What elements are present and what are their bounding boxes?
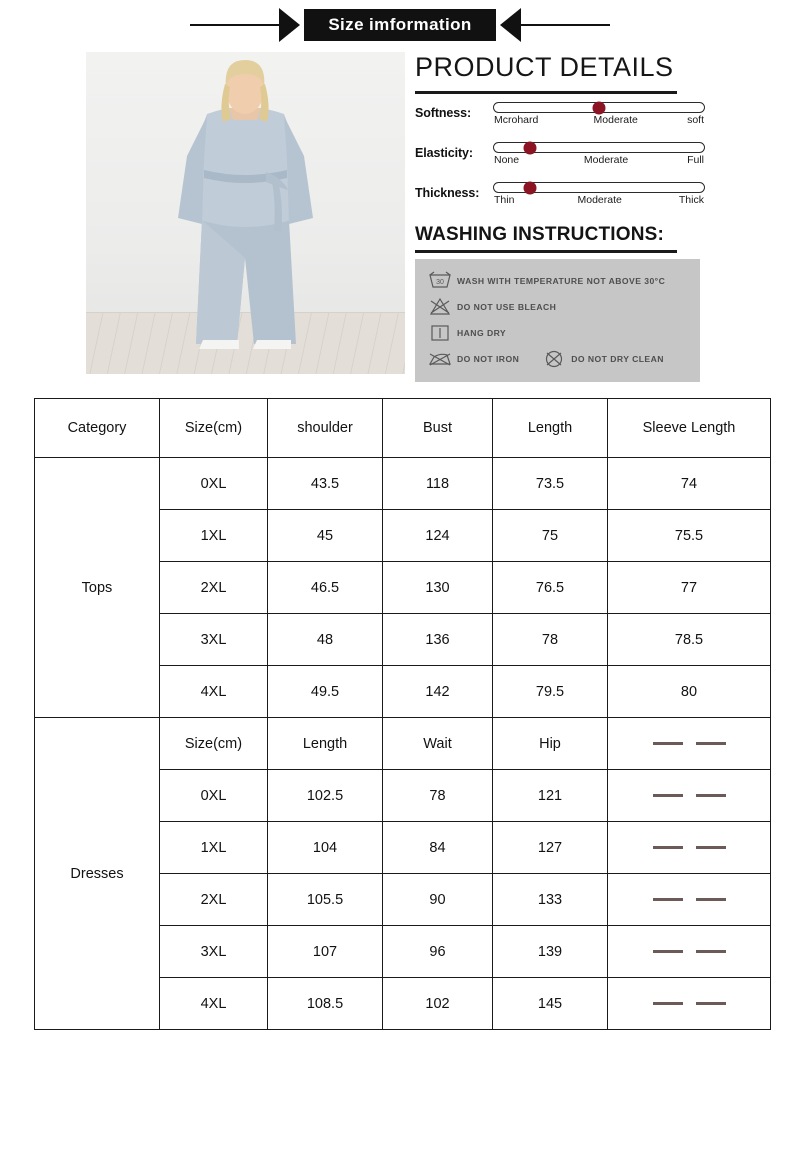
- cell-size: 3XL: [160, 926, 268, 978]
- cell-sleeve: 80: [608, 666, 771, 718]
- cell-bust: 136: [383, 614, 493, 666]
- softness-scale-max: soft: [687, 114, 704, 126]
- no-iron-icon: [427, 349, 457, 369]
- washing-divider: [415, 250, 677, 253]
- thickness-scale-mid: Moderate: [577, 194, 622, 206]
- cell-sleeve: 77: [608, 562, 771, 614]
- banner-arrow-left-icon: [500, 8, 521, 42]
- header-category: Category: [35, 399, 160, 458]
- cell-bust: 118: [383, 458, 493, 510]
- dash-mark: [653, 1002, 683, 1004]
- dash-mark: [653, 794, 683, 796]
- cell-size: 2XL: [160, 562, 268, 614]
- cell-size: 4XL: [160, 666, 268, 718]
- header-size: Size(cm): [160, 399, 268, 458]
- thickness-slider[interactable]: [493, 182, 705, 206]
- subheader-hip: Hip: [493, 718, 608, 770]
- attribute-elasticity: [415, 142, 705, 179]
- softness-scale-mid: Moderate: [593, 114, 638, 126]
- subheader-empty: [608, 718, 771, 770]
- washing-instruction-text: DO NOT DRY CLEAN: [571, 353, 664, 364]
- details-divider: [415, 91, 677, 94]
- elasticity-scale-mid: Moderate: [583, 154, 629, 166]
- thickness-scale-min: Thin: [494, 194, 515, 206]
- header-length: Length: [493, 399, 608, 458]
- softness-track[interactable]: [493, 102, 705, 113]
- cell-shoulder: 46.5: [268, 562, 383, 614]
- washing-instruction-text: HANG DRY: [457, 327, 507, 338]
- subheader-size: Size(cm): [160, 718, 268, 770]
- washing-instruction-row: [415, 320, 700, 346]
- banner-arrow-right-icon: [279, 8, 300, 42]
- cell-empty: [608, 822, 771, 874]
- softness-scale-min: Mcrohard: [494, 114, 539, 126]
- subheader-length: Length: [268, 718, 383, 770]
- cell-length: 107: [268, 926, 383, 978]
- cell-bust: 130: [383, 562, 493, 614]
- cell-sleeve: 74: [608, 458, 771, 510]
- cell-hip: 133: [493, 874, 608, 926]
- softness-label: Softness:: [415, 106, 472, 120]
- size-table-container: [34, 398, 770, 1030]
- cell-empty: [608, 770, 771, 822]
- cell-length: 102.5: [268, 770, 383, 822]
- cell-size: 2XL: [160, 874, 268, 926]
- cell-sleeve: 75.5: [608, 510, 771, 562]
- cell-length: 78: [493, 614, 608, 666]
- cell-hip: 127: [493, 822, 608, 874]
- product-details-section: [415, 52, 705, 382]
- banner-title: Size imformation: [304, 9, 495, 41]
- elasticity-scale: [493, 154, 705, 166]
- cell-size: 0XL: [160, 458, 268, 510]
- no-bleach-icon: [427, 297, 457, 317]
- thickness-track[interactable]: [493, 182, 705, 193]
- dash-mark: [653, 898, 683, 900]
- cell-size: 1XL: [160, 822, 268, 874]
- washing-instruction-text: DO NOT USE BLEACH: [457, 301, 557, 312]
- cell-shoulder: 48: [268, 614, 383, 666]
- washing-instruction-row: [415, 346, 700, 372]
- cell-shoulder: 49.5: [268, 666, 383, 718]
- elasticity-track[interactable]: [493, 142, 705, 153]
- cell-shoulder: 45: [268, 510, 383, 562]
- dash-mark: [653, 846, 683, 848]
- attribute-thickness: [415, 182, 705, 219]
- cell-length: 75: [493, 510, 608, 562]
- thickness-label: Thickness:: [415, 186, 480, 200]
- header-bust: Bust: [383, 399, 493, 458]
- table-row: [35, 458, 771, 510]
- cell-length: 105.5: [268, 874, 383, 926]
- dash-mark: [696, 846, 726, 848]
- elasticity-knob[interactable]: [523, 141, 536, 154]
- wash-tub-30-icon: [427, 271, 457, 291]
- no-dry-clean-icon: [541, 349, 571, 369]
- dash-mark: [696, 898, 726, 900]
- header-shoulder: shoulder: [268, 399, 383, 458]
- cell-empty: [608, 978, 771, 1030]
- cell-wait: 84: [383, 822, 493, 874]
- hang-dry-icon: [427, 323, 457, 343]
- page-banner: [0, 8, 800, 42]
- washing-instruction-text: WASH WITH TEMPERATURE NOT ABOVE 30°C: [457, 275, 666, 286]
- product-photo: [86, 52, 405, 374]
- washing-instructions-panel: [415, 259, 700, 382]
- banner-rule-left: [190, 24, 280, 26]
- dash-mark: [696, 1002, 726, 1004]
- cell-length: 79.5: [493, 666, 608, 718]
- subheader-wait: Wait: [383, 718, 493, 770]
- elasticity-label: Elasticity:: [415, 146, 473, 160]
- cell-wait: 102: [383, 978, 493, 1030]
- dash-mark: [696, 742, 726, 744]
- cell-wait: 78: [383, 770, 493, 822]
- cell-size: 1XL: [160, 510, 268, 562]
- product-details-title: PRODUCT DETAILS: [415, 52, 674, 82]
- cell-empty: [608, 874, 771, 926]
- dash-mark: [653, 950, 683, 952]
- cell-hip: 145: [493, 978, 608, 1030]
- cell-bust: 142: [383, 666, 493, 718]
- thickness-knob[interactable]: [523, 181, 536, 194]
- category-tops: Tops: [35, 458, 160, 718]
- attribute-softness: [415, 102, 705, 139]
- elasticity-slider[interactable]: [493, 142, 705, 166]
- cell-size: 4XL: [160, 978, 268, 1030]
- dash-mark: [653, 742, 683, 744]
- washing-instruction-text: DO NOT IRON: [457, 353, 520, 364]
- banner-rule-right: [520, 24, 610, 26]
- cell-length: 76.5: [493, 562, 608, 614]
- table-subheader-row: [35, 718, 771, 770]
- softness-slider[interactable]: [493, 102, 705, 126]
- cell-size: 3XL: [160, 614, 268, 666]
- svg-text:30: 30: [436, 279, 444, 287]
- thickness-scale-max: Thick: [678, 194, 704, 206]
- cell-bust: 124: [383, 510, 493, 562]
- dash-mark: [696, 794, 726, 796]
- size-chart-table: [34, 398, 771, 1030]
- softness-knob[interactable]: [593, 101, 606, 114]
- washing-instructions-title: WASHING INSTRUCTIONS:: [415, 224, 665, 245]
- elasticity-scale-max: Full: [687, 154, 704, 166]
- cell-sleeve: 78.5: [608, 614, 771, 666]
- softness-scale: [493, 114, 705, 126]
- category-dresses: Dresses: [35, 718, 160, 1030]
- table-header-row: [35, 399, 771, 458]
- cell-length: 108.5: [268, 978, 383, 1030]
- thickness-scale: [493, 194, 705, 206]
- top-section: [0, 52, 800, 374]
- cell-hip: 139: [493, 926, 608, 978]
- cell-wait: 90: [383, 874, 493, 926]
- cell-length: 104: [268, 822, 383, 874]
- elasticity-scale-min: None: [494, 154, 520, 166]
- cell-wait: 96: [383, 926, 493, 978]
- washing-instruction-row: [415, 294, 700, 320]
- washing-instruction-row: [415, 268, 700, 294]
- dash-mark: [696, 950, 726, 952]
- cell-shoulder: 43.5: [268, 458, 383, 510]
- washing-instruction-secondary: [541, 349, 664, 369]
- cell-empty: [608, 926, 771, 978]
- cell-size: 0XL: [160, 770, 268, 822]
- cell-hip: 121: [493, 770, 608, 822]
- model-illustration: [86, 52, 405, 374]
- header-sleeve-length: Sleeve Length: [608, 399, 771, 458]
- cell-length: 73.5: [493, 458, 608, 510]
